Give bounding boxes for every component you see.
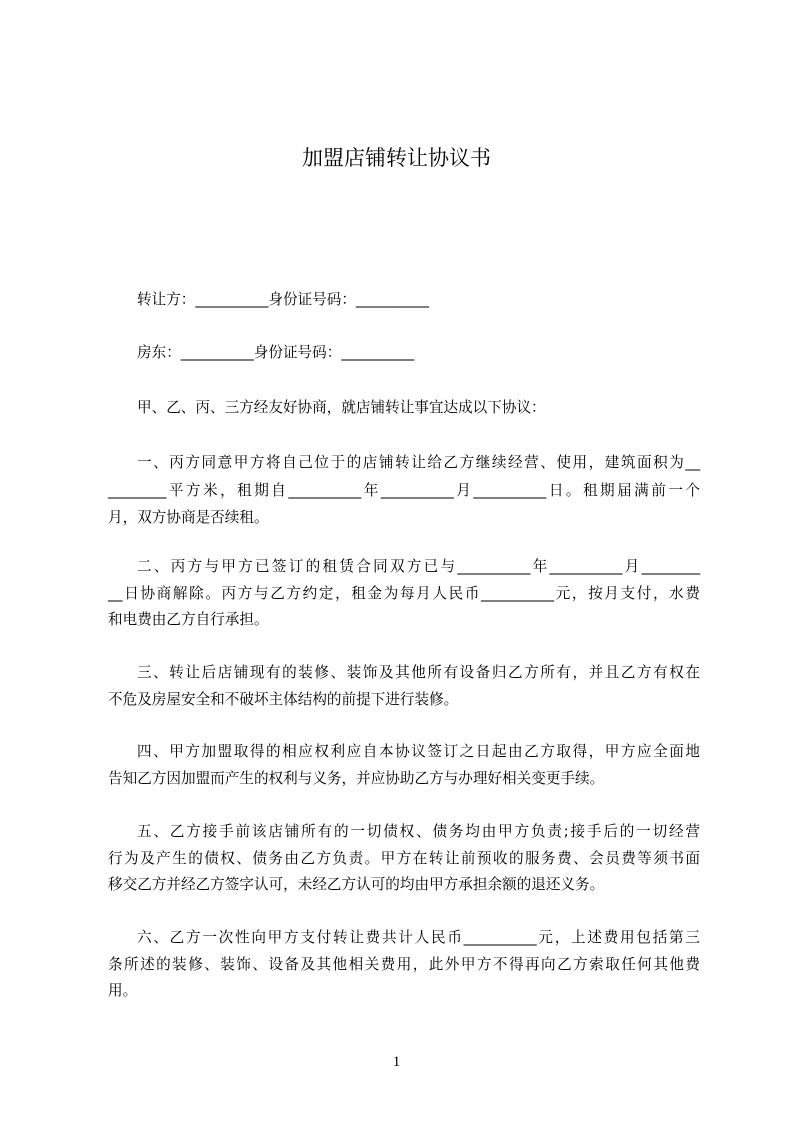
clause-line: ________平方米，租期自__________年__________月__________日。租期届满前一个 [108, 482, 700, 499]
clause-line: 和电费由乙方自行承担。 [108, 611, 269, 628]
clause-line: 三、转让后店铺现有的装修、装饰及其他所有设备归乙方所有，并且乙方有权在 [137, 664, 700, 681]
clause-line: 一、丙方同意甲方将自己位于的店铺转让给乙方继续经营、使用，建筑面积为__ [137, 454, 700, 471]
intro-line: 甲、乙、丙、三方经友好协商，就店铺转让事宜达成以下协议： [137, 399, 546, 416]
transferor-line: 转让方：__________身份证号码：__________ [137, 291, 429, 308]
clause-line: 六、乙方一次性向甲方支付转让费共计人民币__________元，上述费用包括第三 [137, 929, 700, 946]
clause-line: 二、丙方与甲方已签订的租赁合同双方已与__________年__________月________ [137, 558, 700, 575]
page-number: 1 [392, 1054, 401, 1070]
clause-line: 五、乙方接手前该店铺所有的一切债权、债务均由甲方负责;接手后的一切经营 [137, 823, 700, 840]
clause-line: 四、甲方加盟取得的相应权利应自本协议签订之日起由乙方取得，甲方应全面地 [137, 743, 700, 760]
clause-line: __日协商解除。丙方与乙方约定，租金为每月人民币__________元，按月支付，水费 [108, 585, 700, 602]
clause-line: 不危及房屋安全和不破坏主体结构的前提下进行装修。 [108, 691, 459, 708]
clause-line: 移交乙方并经乙方签字认可，未经乙方认可的均由甲方承担余额的退还义务。 [108, 876, 605, 893]
document-title: 加盟店铺转让协议书 [302, 146, 491, 170]
landlord-line: 房东：__________身份证号码：__________ [137, 344, 415, 361]
clause-line: 用。 [108, 982, 138, 999]
clause-line: 条所述的装修、装饰、设备及其他相关费用，此外甲方不得再向乙方索取任何其他费 [108, 956, 700, 973]
clause-line: 行为及产生的债权、债务由乙方负责。甲方在转让前预收的服务费、会员费等须书面 [108, 850, 700, 867]
clause-line: 月，双方协商是否续租。 [108, 509, 269, 526]
clause-line: 告知乙方因加盟而产生的权利与义务，并应协助乙方与办理好相关变更手续。 [108, 770, 605, 787]
